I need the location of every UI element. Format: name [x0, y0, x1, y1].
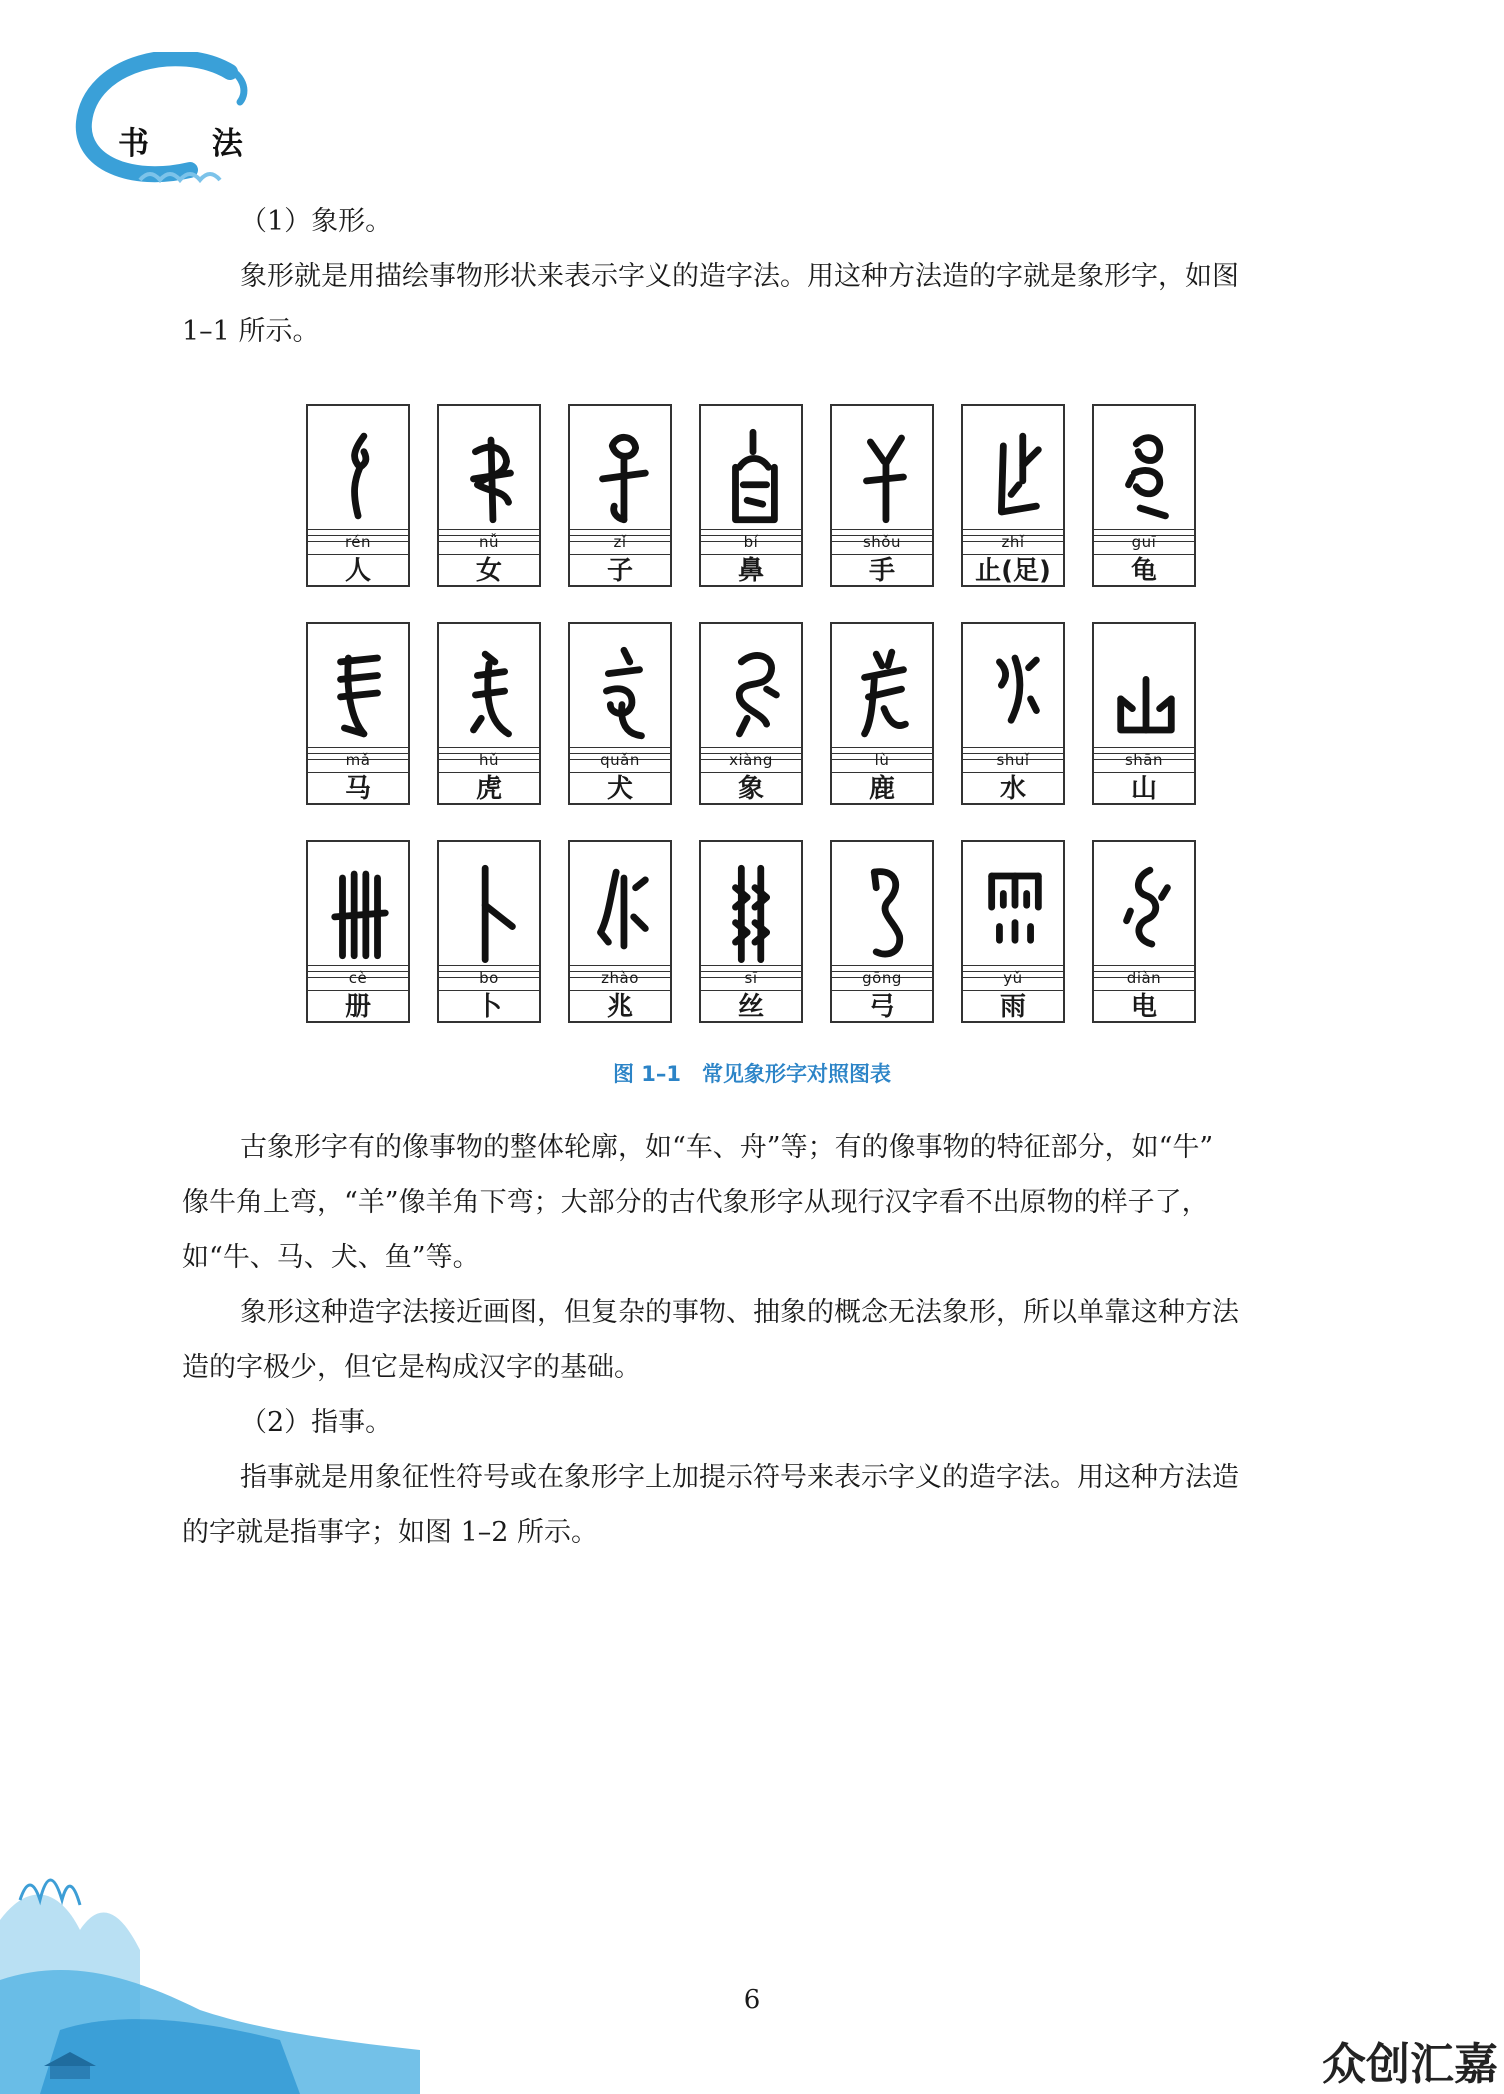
oracle-glyph-icon	[1111, 422, 1181, 530]
pinyin-label: quǎn	[600, 751, 640, 769]
oracle-glyph-icon	[325, 422, 395, 530]
hanzi-label: 手	[868, 556, 895, 586]
pinyin-label: zhào	[601, 969, 639, 987]
oracle-glyph-icon	[456, 640, 526, 748]
oracle-glyph-icon	[718, 640, 788, 748]
pinyin-label: rén	[344, 533, 372, 551]
text-line: 象形这种造字法接近画图，但复杂的事物、抽象的概念无法象形，所以单靠这种方法	[240, 1297, 1239, 1328]
section-heading-2: （2）指事。	[240, 1407, 393, 1438]
pictograph-cell	[1092, 622, 1196, 805]
pinyin-label: gōng	[862, 969, 902, 987]
landscape-decoration	[0, 1840, 430, 2094]
oracle-glyph-icon	[849, 640, 919, 748]
pinyin-label: bí	[743, 533, 759, 551]
pinyin-label: zǐ	[613, 533, 627, 551]
pictograph-cell	[437, 840, 541, 1023]
pinyin-label: lù	[874, 751, 890, 769]
oracle-glyph-icon	[718, 422, 788, 530]
oracle-glyph-icon	[980, 422, 1050, 530]
pinyin-label: shuǐ	[996, 751, 1030, 769]
oracle-glyph-icon	[587, 640, 657, 748]
oracle-glyph-icon	[849, 858, 919, 966]
oracle-glyph-icon	[456, 858, 526, 966]
hanzi-label: 子	[606, 556, 633, 586]
hanzi-label: 虎	[475, 774, 502, 804]
pictograph-cell	[830, 840, 934, 1023]
oracle-glyph-icon	[325, 858, 395, 966]
oracle-glyph-icon	[718, 858, 788, 966]
pinyin-label: bo	[479, 969, 499, 987]
hanzi-label: 鹿	[868, 774, 895, 804]
figure-caption: 图 1–1 常见象形字对照图表	[612, 1062, 892, 1086]
pictograph-cell	[699, 622, 803, 805]
pictograph-cell	[568, 404, 672, 587]
hanzi-label: 册	[344, 992, 371, 1022]
oracle-glyph-icon	[587, 422, 657, 530]
pictograph-table	[306, 404, 1196, 1023]
pictograph-cell	[961, 404, 1065, 587]
pinyin-label: sī	[744, 969, 758, 987]
hanzi-label: 雨	[999, 992, 1026, 1022]
hanzi-label: 女	[475, 556, 502, 586]
hanzi-label: 兆	[606, 992, 633, 1022]
text-line: 象形就是用描绘事物形状来表示字义的造字法。用这种方法造的字就是象形字，如图	[240, 261, 1239, 292]
hanzi-label: 人	[344, 556, 371, 586]
pinyin-label: guī	[1131, 533, 1157, 551]
pictograph-cell	[306, 840, 410, 1023]
hanzi-label: 鼻	[737, 556, 764, 586]
pictograph-cell	[568, 840, 672, 1023]
oracle-glyph-icon	[1111, 858, 1181, 966]
pinyin-label: cè	[348, 969, 368, 987]
pinyin-label: hǔ	[478, 751, 499, 769]
hanzi-label: 弓	[868, 992, 895, 1022]
watermark: 众创汇嘉	[1322, 2039, 1498, 2090]
pictograph-cell	[568, 622, 672, 805]
page-number: 6	[743, 1985, 761, 2015]
pinyin-label: yǔ	[1003, 969, 1023, 987]
pictograph-cell	[1092, 840, 1196, 1023]
pictograph-cell	[1092, 404, 1196, 587]
text-line: 如“牛、马、犬、鱼”等。	[182, 1242, 480, 1273]
pictograph-cell	[961, 622, 1065, 805]
pinyin-label: nǚ	[478, 533, 499, 551]
paragraph-xiangxing-heading	[182, 194, 1322, 359]
hanzi-label: 龟	[1130, 556, 1157, 586]
oracle-glyph-icon	[325, 640, 395, 748]
hanzi-label: 水	[999, 774, 1026, 804]
oracle-glyph-icon	[980, 858, 1050, 966]
paragraph-group-2	[182, 1120, 1322, 1560]
pinyin-label: zhǐ	[1001, 533, 1025, 551]
pinyin-label: shǒu	[862, 533, 901, 551]
hanzi-label: 山	[1130, 774, 1157, 804]
section-heading-1: （1）象形。	[240, 206, 393, 237]
pinyin-label: mǎ	[345, 751, 371, 769]
hanzi-label: 象	[737, 774, 764, 804]
pictograph-cell	[830, 404, 934, 587]
pictograph-cell	[437, 622, 541, 805]
text-line: 像牛角上弯，“羊”像羊角下弯；大部分的古代象形字从现行汉字看不出原物的样子了，	[182, 1187, 1209, 1218]
text-line: 指事就是用象征性符号或在象形字上加提示符号来表示字义的造字法。用这种方法造	[240, 1462, 1239, 1493]
oracle-glyph-icon	[456, 422, 526, 530]
hanzi-label: 丝	[737, 992, 764, 1022]
hanzi-label: 电	[1130, 992, 1157, 1022]
text-line: 造的字极少，但它是构成汉字的基础。	[182, 1352, 641, 1383]
header-title: 书 法	[118, 126, 269, 162]
pictograph-cell	[961, 840, 1065, 1023]
pictograph-cell	[306, 622, 410, 805]
oracle-glyph-icon	[1111, 640, 1181, 748]
hanzi-label: 卜	[475, 992, 502, 1022]
text-line: 古象形字有的像事物的整体轮廓，如“车、舟”等；有的像事物的特征部分，如“牛”	[240, 1132, 1214, 1163]
pinyin-label: diàn	[1126, 969, 1162, 987]
pictograph-cell	[699, 840, 803, 1023]
pinyin-label: shān	[1124, 751, 1164, 769]
oracle-glyph-icon	[587, 858, 657, 966]
hanzi-label: 马	[344, 774, 371, 804]
pictograph-cell	[699, 404, 803, 587]
oracle-glyph-icon	[980, 640, 1050, 748]
text-line: 的字就是指事字；如图 1–2 所示。	[182, 1517, 599, 1548]
pinyin-label: xiàng	[729, 751, 773, 769]
pictograph-cell	[306, 404, 410, 587]
pictograph-cell	[830, 622, 934, 805]
oracle-glyph-icon	[849, 422, 919, 530]
hanzi-label: 止(足)	[975, 556, 1051, 586]
hanzi-label: 犬	[606, 774, 633, 804]
text-line: 1–1 所示。	[182, 316, 320, 347]
pictograph-cell	[437, 404, 541, 587]
